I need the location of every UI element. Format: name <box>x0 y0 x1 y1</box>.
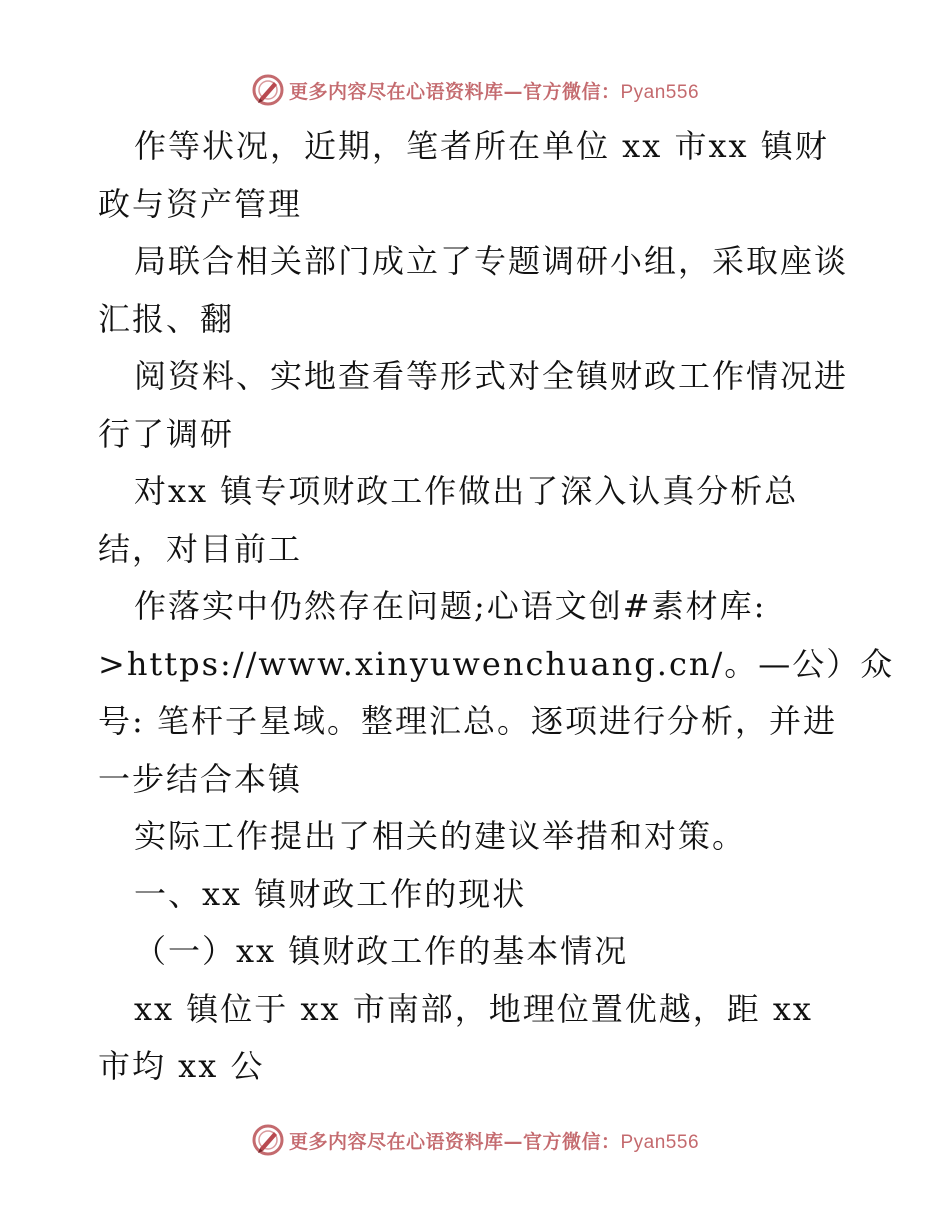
watermark-text: 更多内容尽在心语资料库—官方微信：Pyan556 <box>288 80 700 103</box>
watermark-handle: Pyan556 <box>620 1131 700 1153</box>
pen-circle-logo-icon <box>251 73 285 107</box>
watermark-text: 更多内容尽在心语资料库—官方微信：Pyan556 <box>288 1130 700 1153</box>
text-line: xx 镇位于 xx 市南部，地理位置优越，距 xx <box>134 989 813 1028</box>
text-line: 实际工作提出了相关的建议举措和对策。 <box>134 817 747 855</box>
text-line: 结，对目前工 <box>98 529 303 568</box>
text-line: >https://www.xinyuwenchuang.cn/。—公）众 <box>98 644 895 683</box>
text-line: 市均 xx 公 <box>98 1047 265 1085</box>
header-watermark <box>0 70 950 110</box>
watermark-handle: Pyan556 <box>620 81 700 103</box>
text-line: 作等状况，近期，笔者所在单位 xx 市xx 镇财 <box>134 127 829 165</box>
text-line: 一步结合本镇 <box>98 759 303 798</box>
footer-watermark <box>0 1120 950 1160</box>
text-line: 局联合相关部门成立了专题调研小组，采取座谈 <box>134 242 849 280</box>
text-line: 作落实中仍然存在问题;心语文创#素材库: <box>134 587 767 625</box>
text-line: 阅资料、实地查看等形式对全镇财政工作情况进 <box>134 357 849 395</box>
text-line: （一）xx 镇财政工作的基本情况 <box>134 932 629 970</box>
text-line: 政与资产管理 <box>98 184 303 223</box>
text-line: 对xx 镇专项财政工作做出了深入认真分析总 <box>134 472 799 510</box>
text-line: 行了调研 <box>98 414 235 453</box>
text-line: 汇报、翻 <box>98 299 235 338</box>
text-line: 号: 笔杆子星域。整理汇总。逐项进行分析，并进 <box>98 702 837 740</box>
text-line: 一、xx 镇财政工作的现状 <box>134 874 527 913</box>
pen-circle-logo-icon <box>251 1123 285 1157</box>
document-body <box>98 118 895 1096</box>
